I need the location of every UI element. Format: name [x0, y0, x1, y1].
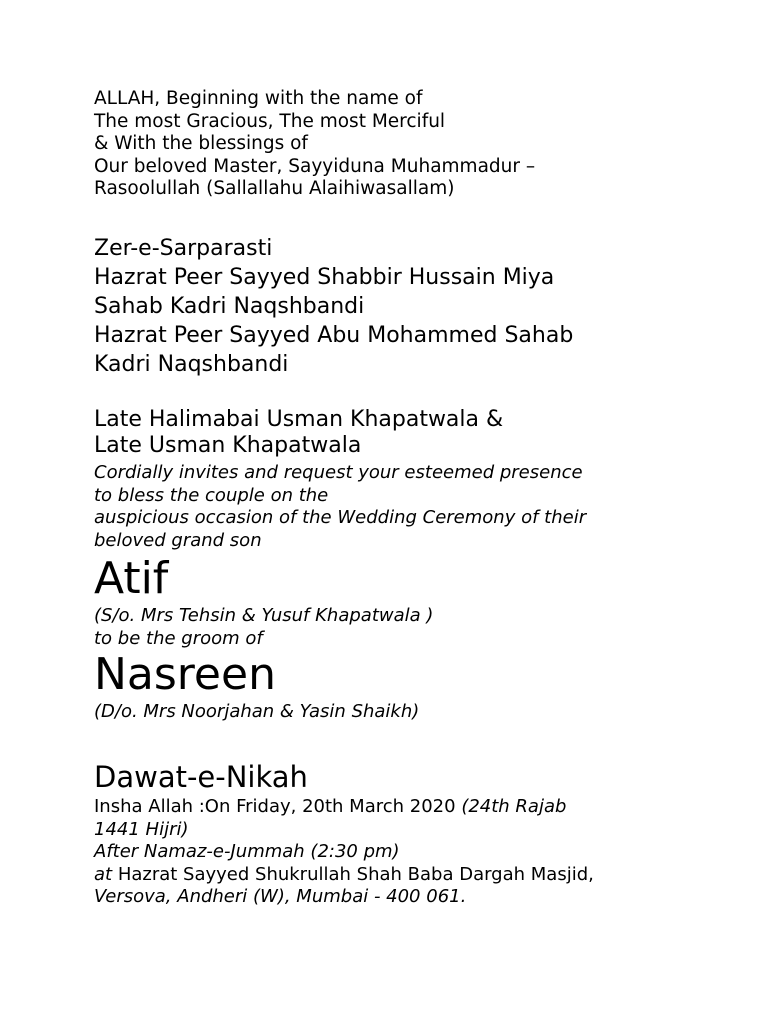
- blessing-line-1: ALLAH, Beginning with the name of: [94, 88, 423, 109]
- event-details: [94, 796, 754, 909]
- bride-section: [94, 649, 754, 724]
- event-hijri-date-part2: 1441 Hijri): [94, 818, 189, 840]
- patronage-section: [94, 234, 754, 379]
- blessing-line-3: & With the blessings of: [94, 133, 308, 154]
- event-hijri-date-part1: (24th Rajab: [461, 796, 567, 817]
- groom-name: Atif: [94, 553, 169, 604]
- event-date-line: [94, 796, 754, 819]
- groom-section: [94, 553, 754, 650]
- host-line-1: Late Halimabai Usman Khapatwala &: [94, 407, 504, 432]
- invite-line-3: auspicious occasion of the Wedding Ceremony of their: [94, 507, 587, 529]
- event-section: [94, 760, 754, 909]
- venue-name: Hazrat Sayyed Shukrullah Shah Baba Dargah Masjid,: [117, 863, 594, 885]
- blessing-section: [94, 88, 754, 201]
- bride-name: Nasreen: [94, 649, 276, 700]
- patron-line-1: Hazrat Peer Sayyed Shabbir Hussain Miya: [94, 265, 555, 290]
- patron-line-2: Sahab Kadri Naqshbandi: [94, 294, 365, 319]
- venue-address: Versova, Andheri (W), Mumbai - 400 061.: [94, 886, 467, 907]
- invite-line-1: Cordially invites and request your esteemed presence: [94, 462, 583, 483]
- hosts-section: [94, 407, 754, 459]
- bride-parents: (D/o. Mrs Noorjahan & Yasin Shaikh): [94, 701, 420, 722]
- event-title: Dawat-e-Nikah: [94, 760, 308, 794]
- invitation-text: [94, 462, 754, 553]
- host-line-2: Late Usman Khapatwala: [94, 433, 362, 458]
- groom-parents: (S/o. Mrs Tehsin & Yusuf Khapatwala ): [94, 605, 434, 626]
- event-venue-line: [94, 864, 754, 887]
- event-time: After Namaz-e-Jummah (2:30 pm): [94, 841, 400, 862]
- invite-line-2: to bless the couple on the: [94, 484, 329, 506]
- groom-connector: to be the groom of: [94, 627, 263, 649]
- patron-line-4: Kadri Naqshbandi: [94, 352, 289, 377]
- blessing-line-2: The most Gracious, The most Merciful: [94, 110, 446, 132]
- invite-line-4: beloved grand son: [94, 530, 262, 552]
- patron-line-3: Hazrat Peer Sayyed Abu Mohammed Sahab: [94, 323, 574, 348]
- blessing-line-4: Our beloved Master, Sayyiduna Muhammadur –: [94, 155, 536, 177]
- blessing-line-5: Rasoolullah (Sallallahu Alaihiwasallam): [94, 178, 455, 199]
- venue-prefix: at: [94, 863, 118, 885]
- patronage-heading: Zer-e-Sarparasti: [94, 236, 273, 261]
- event-date: Insha Allah :On Friday, 20th March 2020: [94, 796, 462, 817]
